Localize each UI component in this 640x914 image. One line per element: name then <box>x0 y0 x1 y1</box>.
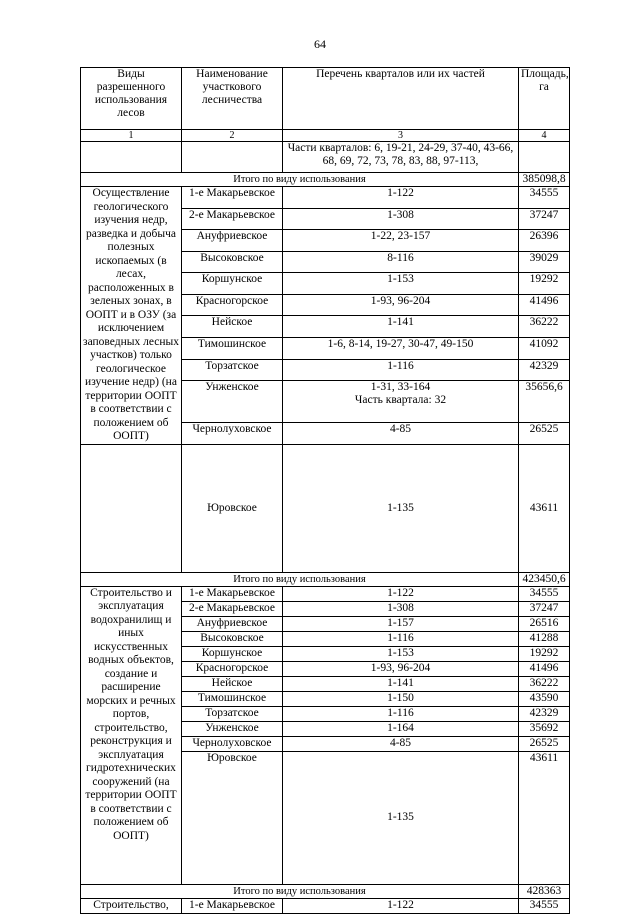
quarters: 1-164 <box>283 721 519 736</box>
district-name: 2-е Макарьевское <box>182 208 283 230</box>
district-name: Юровское <box>182 751 283 884</box>
quarters: 1-141 <box>283 676 519 691</box>
total-value: 428363 <box>519 884 570 898</box>
area: 26525 <box>519 422 570 444</box>
quarters: 1-122 <box>283 898 519 913</box>
table-row <box>81 586 570 601</box>
use-type-reservoirs: Строительство и эксплуатация водохранилищ и иных искусственных водных объектов, создание и расширение морских и речных портов, строительство, реконструкция и эксплуатация гидротехнических сооружений (на территории ООПТ в соответствии с положением об ООПТ) <box>81 586 182 884</box>
district-name: Высоковское <box>182 251 283 273</box>
quarters: 1-153 <box>283 646 519 661</box>
quarters: 4-85 <box>283 422 519 444</box>
quarters: 1-22, 23-157 <box>283 230 519 252</box>
area: 41288 <box>519 631 570 646</box>
total-row <box>81 173 570 187</box>
area: 36222 <box>519 316 570 338</box>
area: 39029 <box>519 251 570 273</box>
quarters: 1-31, 33-164 <box>370 381 431 394</box>
table-row <box>81 187 570 209</box>
area: 43590 <box>519 691 570 706</box>
header-area: Площадь, га <box>519 68 570 130</box>
col-number: 2 <box>182 130 283 142</box>
district-name: Унженское <box>182 721 283 736</box>
quarters: 1-6, 8-14, 19-27, 30-47, 49-150 <box>283 337 519 359</box>
page-number: 64 <box>314 37 326 51</box>
area: 37247 <box>519 601 570 616</box>
quarters: 1-122 <box>283 187 519 209</box>
area: 42329 <box>519 706 570 721</box>
district-name: 1-е Макарьевское <box>182 898 283 913</box>
district-name: Коршунское <box>182 273 283 295</box>
quarters: 1-141 <box>283 316 519 338</box>
district-name: Красногорское <box>182 294 283 316</box>
quarters: 4-85 <box>283 736 519 751</box>
col-number: 4 <box>519 130 570 142</box>
quarters: 1-157 <box>283 616 519 631</box>
district-name: Торзатское <box>182 359 283 381</box>
total-label: Итого по виду использования <box>81 884 519 898</box>
total-value: 385098,8 <box>519 173 570 187</box>
total-row <box>81 884 570 898</box>
total-label: Итого по виду использования <box>81 572 519 586</box>
area: 41496 <box>519 294 570 316</box>
quarters: 1-122 <box>283 586 519 601</box>
total-value: 423450,6 <box>519 572 570 586</box>
area: 37247 <box>519 208 570 230</box>
column-numbers-row <box>81 130 570 142</box>
continuation-quarters: Части кварталов: 6, 19-21, 24-29, 37-40, 43-66, 68, 69, 72, 73, 78, 83, 88, 97-113, <box>287 142 514 167</box>
area: 26396 <box>519 230 570 252</box>
area: 35692 <box>519 721 570 736</box>
quarters: 1-116 <box>283 631 519 646</box>
district-name: 1-е Макарьевское <box>182 586 283 601</box>
col-number: 3 <box>283 130 519 142</box>
district-name: Высоковское <box>182 631 283 646</box>
table-row <box>81 898 570 913</box>
quarters-extra: Часть квартала: 32 <box>354 394 447 407</box>
district-name: 1-е Макарьевское <box>182 187 283 209</box>
district-name: Красногорское <box>182 661 283 676</box>
quarters: 1-135 <box>283 444 519 572</box>
use-type-geology: Осуществление геологического изучения недр, разведка и добыча полезных ископаемых (в лесах, расположенных в зеленых зонах, в ООПТ и в ОЗУ (за исключением заповедных лесных участков) только геологическое изучение недр) (на территории ООПТ в соответствии с положением об ООПТ) <box>81 187 182 445</box>
district-name: 2-е Макарьевское <box>182 601 283 616</box>
quarters: 1-116 <box>283 706 519 721</box>
area: 42329 <box>519 359 570 381</box>
header-row <box>81 68 570 130</box>
quarters: 1-116 <box>283 359 519 381</box>
area: 36222 <box>519 676 570 691</box>
quarters: 1-135 <box>283 751 519 884</box>
area: 19292 <box>519 273 570 295</box>
quarters: 1-150 <box>283 691 519 706</box>
area: 26525 <box>519 736 570 751</box>
total-label: Итого по виду использования <box>81 173 519 187</box>
district-name: Чернолуховское <box>182 736 283 751</box>
district-name: Торзатское <box>182 706 283 721</box>
district-name: Унженское <box>182 381 283 423</box>
area: 34555 <box>519 187 570 209</box>
quarters: 1-308 <box>283 208 519 230</box>
forest-use-table <box>80 67 570 914</box>
quarters: 1-93, 96-204 <box>283 661 519 676</box>
area: 43611 <box>519 751 570 884</box>
total-row <box>81 572 570 586</box>
quarters: 1-93, 96-204 <box>283 294 519 316</box>
area: 19292 <box>519 646 570 661</box>
col-number: 1 <box>81 130 182 142</box>
area: 34555 <box>519 586 570 601</box>
district-name: Нейское <box>182 316 283 338</box>
area: 34555 <box>519 898 570 913</box>
area: 26516 <box>519 616 570 631</box>
district-name: Тимошинское <box>182 691 283 706</box>
district-name: Юровское <box>182 444 283 572</box>
quarters: 8-116 <box>283 251 519 273</box>
header-district: Наименование участкового лесничества <box>182 68 283 130</box>
header-use-type: Виды разрешенного использования лесов <box>81 68 182 130</box>
district-name: Ануфриевское <box>182 230 283 252</box>
quarters: 1-308 <box>283 601 519 616</box>
use-type-construction: Строительство, <box>81 898 182 913</box>
continuation-row <box>81 142 570 173</box>
district-name: Коршунское <box>182 646 283 661</box>
district-name: Чернолуховское <box>182 422 283 444</box>
district-name: Нейское <box>182 676 283 691</box>
district-name: Ануфриевское <box>182 616 283 631</box>
area: 41496 <box>519 661 570 676</box>
district-name: Тимошинское <box>182 337 283 359</box>
area: 35656,6 <box>519 381 570 423</box>
area: 43611 <box>519 444 570 572</box>
table-row <box>81 444 570 572</box>
area: 41092 <box>519 337 570 359</box>
quarters: 1-153 <box>283 273 519 295</box>
header-quarters: Перечень кварталов или их частей <box>283 68 519 130</box>
